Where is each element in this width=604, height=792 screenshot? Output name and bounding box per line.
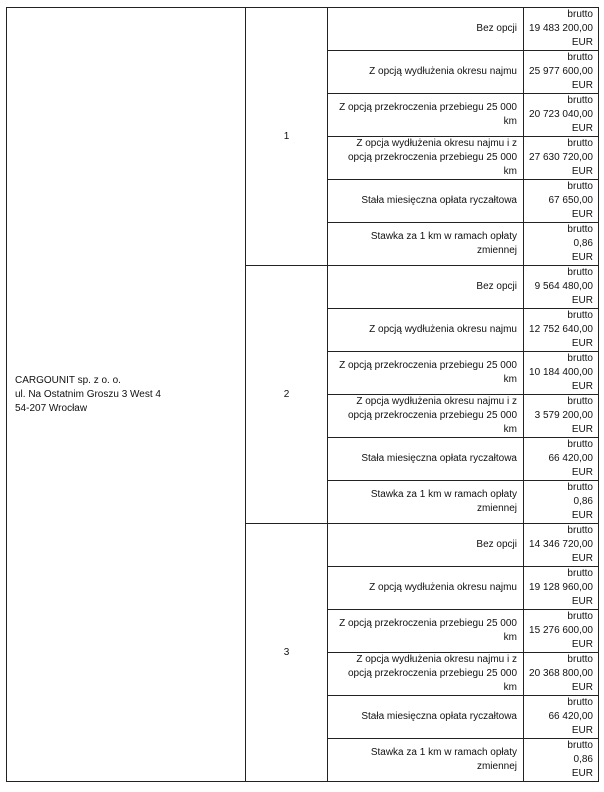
price-prefix: brutto — [567, 224, 593, 235]
price-cell — [524, 137, 599, 180]
offers-table — [6, 7, 599, 782]
lot-number: 1 — [246, 8, 328, 266]
option-label: Stawka za 1 km w ramach opłaty zmiennej — [328, 223, 524, 266]
price-cell — [524, 395, 599, 438]
price-prefix: brutto — [567, 52, 593, 63]
option-label: Z opcją przekroczenia przebiegu 25 000 km — [328, 94, 524, 137]
price-currency: EUR — [571, 295, 593, 306]
price-cell — [524, 567, 599, 610]
price-amount: 19 483 200,00 — [529, 23, 593, 34]
price-amount: 66 420,00 — [548, 453, 593, 464]
price-currency: EUR — [571, 467, 593, 478]
price-cell — [524, 8, 599, 51]
price-currency: EUR — [571, 381, 593, 392]
price-prefix: brutto — [567, 482, 593, 493]
price-currency: EUR — [571, 553, 593, 564]
price-prefix: brutto — [567, 740, 593, 751]
option-label: Stała miesięczna opłata ryczałtowa — [328, 696, 524, 739]
price-cell — [524, 266, 599, 309]
price-cell — [524, 309, 599, 352]
price-currency: EUR — [571, 37, 593, 48]
price-prefix: brutto — [567, 697, 593, 708]
price-amount: 0,86 — [573, 754, 593, 765]
price-prefix: brutto — [567, 353, 593, 364]
price-cell — [524, 180, 599, 223]
price-currency: EUR — [571, 768, 593, 779]
price-prefix: brutto — [567, 439, 593, 450]
contractor-cell — [7, 8, 246, 782]
price-cell — [524, 94, 599, 137]
price-currency: EUR — [571, 639, 593, 650]
price-currency: EUR — [571, 338, 593, 349]
company-name: CARGOUNIT sp. z o. o. — [15, 374, 121, 386]
price-prefix: brutto — [567, 138, 593, 149]
price-amount: 14 346 720,00 — [529, 539, 593, 550]
price-currency: EUR — [571, 510, 593, 521]
option-label: Stała miesięczna opłata ryczałtowa — [328, 438, 524, 481]
price-amount: 66 420,00 — [548, 711, 593, 722]
price-amount: 27 630 720,00 — [529, 152, 593, 163]
option-label: Z opcja wydłużenia okresu najmu i z opcją przekroczenia przebiegu 25 000 km — [328, 395, 524, 438]
price-amount: 15 276 600,00 — [529, 625, 593, 636]
price-cell — [524, 739, 599, 782]
price-cell — [524, 352, 599, 395]
price-cell — [524, 696, 599, 739]
price-amount: 12 752 640,00 — [529, 324, 593, 335]
price-prefix: brutto — [567, 568, 593, 579]
price-prefix: brutto — [567, 181, 593, 192]
price-currency: EUR — [571, 596, 593, 607]
price-cell — [524, 653, 599, 696]
price-prefix: brutto — [567, 9, 593, 20]
price-amount: 9 564 480,00 — [534, 281, 593, 292]
offers-table-body — [7, 8, 599, 782]
table-row — [7, 8, 599, 51]
price-amount: 0,86 — [573, 496, 593, 507]
price-cell — [524, 524, 599, 567]
company-city: 54-207 Wrocław — [15, 402, 88, 414]
price-currency: EUR — [571, 682, 593, 693]
price-currency: EUR — [571, 80, 593, 91]
price-amount: 10 184 400,00 — [529, 367, 593, 378]
price-currency: EUR — [571, 209, 593, 220]
lot-number: 2 — [246, 266, 328, 524]
price-currency: EUR — [571, 725, 593, 736]
option-label: Stawka za 1 km w ramach opłaty zmiennej — [328, 481, 524, 524]
price-prefix: brutto — [567, 654, 593, 665]
price-amount: 25 977 600,00 — [529, 66, 593, 77]
option-label: Z opcją przekroczenia przebiegu 25 000 km — [328, 352, 524, 395]
option-label: Bez opcji — [328, 266, 524, 309]
company-street: ul. Na Ostatnim Groszu 3 West 4 — [15, 388, 161, 400]
option-label: Z opcją wydłużenia okresu najmu — [328, 51, 524, 94]
price-cell — [524, 481, 599, 524]
option-label: Z opcja wydłużenia okresu najmu i z opcją przekroczenia przebiegu 25 000 km — [328, 653, 524, 696]
price-currency: EUR — [571, 252, 593, 263]
option-label: Bez opcji — [328, 8, 524, 51]
option-label: Bez opcji — [328, 524, 524, 567]
price-amount: 20 368 800,00 — [529, 668, 593, 679]
price-amount: 20 723 040,00 — [529, 109, 593, 120]
price-prefix: brutto — [567, 396, 593, 407]
price-prefix: brutto — [567, 267, 593, 278]
price-cell — [524, 223, 599, 266]
option-label: Stawka za 1 km w ramach opłaty zmiennej — [328, 739, 524, 782]
price-prefix: brutto — [567, 95, 593, 106]
price-prefix: brutto — [567, 611, 593, 622]
option-label: Z opcją przekroczenia przebiegu 25 000 km — [328, 610, 524, 653]
price-cell — [524, 438, 599, 481]
price-amount: 19 128 960,00 — [529, 582, 593, 593]
price-amount: 67 650,00 — [548, 195, 593, 206]
price-amount: 0,86 — [573, 238, 593, 249]
option-label: Z opcja wydłużenia okresu najmu i z opcją przekroczenia przebiegu 25 000 km — [328, 137, 524, 180]
price-currency: EUR — [571, 123, 593, 134]
lot-number: 3 — [246, 524, 328, 782]
option-label: Z opcją wydłużenia okresu najmu — [328, 309, 524, 352]
option-label: Stała miesięczna opłata ryczałtowa — [328, 180, 524, 223]
price-currency: EUR — [571, 424, 593, 435]
price-prefix: brutto — [567, 310, 593, 321]
price-cell — [524, 610, 599, 653]
price-amount: 3 579 200,00 — [534, 410, 593, 421]
option-label: Z opcją wydłużenia okresu najmu — [328, 567, 524, 610]
price-cell — [524, 51, 599, 94]
price-prefix: brutto — [567, 525, 593, 536]
price-currency: EUR — [571, 166, 593, 177]
